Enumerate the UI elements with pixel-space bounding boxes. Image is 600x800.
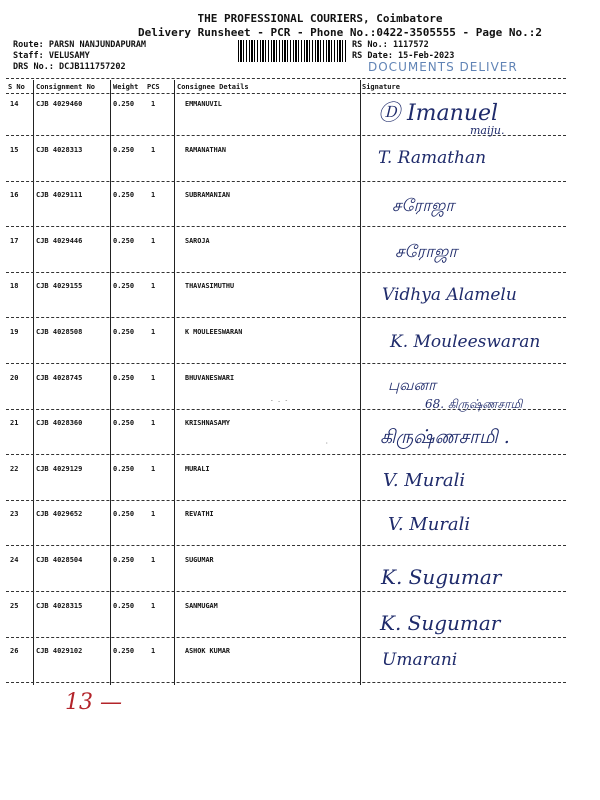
sno-cell: 19 [10,328,19,336]
consignee-cell: KRISHNASAMY [185,419,231,428]
weight-cell: 0.250 [113,328,135,336]
consignment-cell: CJB 4028315 [36,601,83,610]
sno-cell: 26 [10,647,19,656]
pcs-cell: 1 [151,556,156,564]
company-title: THE PROFESSIONAL COURIERS, Coimbatore [197,12,443,25]
pcs-cell: 1 [151,647,156,656]
consignee-cell: BHUVANESWARI [185,373,235,382]
signature-scribble: Umarani [382,650,458,670]
consignment-cell: CJB 4028745 [36,373,83,382]
pcs-cell: 1 [151,373,156,382]
row-divider [6,682,566,683]
consignee-cell: MURALI [185,464,210,473]
sno-cell: 15 [10,145,19,154]
signature-scribble: K. Mouleeswaran [390,332,541,352]
sno-cell: 24 [10,556,19,564]
pcs-cell: 1 [151,419,156,428]
sno-cell: 25 [10,601,19,610]
consignee-cell: ASHOK KUMAR [185,647,231,656]
grid-vline [174,80,175,685]
speck: · [325,440,329,447]
documents-delivered-stamp: DOCUMENTS DELIVER [368,60,518,74]
weight-cell: 0.250 [113,191,135,200]
row-divider [6,272,566,273]
consignee-cell: EMMANUVIL [185,100,222,108]
signature-scribble: V. Murali [388,514,471,535]
pcs-cell: 1 [151,145,156,154]
row-divider [6,363,566,364]
signature-scribble: சரோஜா [395,242,458,262]
consignee-cell: SUBRAMANIAN [185,191,231,200]
signature-scribble: K. Sugumar [381,565,502,589]
row-divider [6,226,566,227]
runsheet-subtitle: Delivery Runsheet - PCR - Phone No.:0422-3505555 - Page No.:2 [138,26,542,39]
signature-scribble: புவனா [388,376,436,394]
weight-cell: 0.250 [113,282,135,291]
weight-cell: 0.250 [113,100,135,108]
weight-cell: 0.250 [113,419,135,428]
weight-cell: 0.250 [113,145,135,154]
sno-cell: 23 [10,510,19,519]
signature-scribble: 68. கிருஷ்ணசாமி [425,397,523,411]
col-weight: Weight [113,83,139,91]
consignment-cell: CJB 4028504 [36,556,83,564]
signature-scribble: Ⓓ Imanuel [378,101,499,126]
consignment-cell: CJB 4029460 [36,100,83,108]
pcs-cell: 1 [151,510,156,519]
consignee-cell: RAMANATHAN [185,145,226,154]
route-label: Route: PARSN NANJUNDAPURAM [13,40,147,50]
signature-scribble: T. Ramathan [378,148,487,168]
consignee-cell: SAROJA [185,236,210,245]
pcs-cell: 1 [151,191,156,200]
consignee-cell: SANMUGAM [185,601,218,610]
grid-vline [360,80,361,685]
grid-vline [33,80,34,685]
signature-scribble: maiju. [470,124,505,137]
weight-cell: 0.250 [113,464,135,473]
staff-label: Staff: VELUSAMY [13,51,90,61]
col-signature: Signature [362,83,400,91]
row-divider [6,500,566,501]
speck: - . - [270,397,289,404]
pcs-cell: 1 [151,601,156,610]
sno-cell: 20 [10,373,19,382]
consignment-cell: CJB 4029102 [36,647,83,656]
signature-scribble: Vidhya Alamelu [382,285,517,305]
row-divider [6,591,566,592]
col-consignment: Consignment No [36,83,96,91]
rs-number: RS No.: 1117572 [352,40,429,50]
drs-number: DRS No.: DCJB111757202 [13,62,126,72]
consignment-cell: CJB 4028360 [36,419,83,428]
consignment-cell: CJB 4029652 [36,510,83,519]
col-sno: S No [8,83,25,91]
weight-cell: 0.250 [113,236,135,245]
sno-cell: 21 [10,419,19,428]
consignment-cell: CJB 4029129 [36,464,83,473]
pcs-cell: 1 [151,328,156,336]
pcs-cell: 1 [151,464,156,473]
pcs-cell: 1 [151,236,156,245]
signature-scribble: கிருஷ்ணசாமி . [380,426,510,448]
sno-cell: 17 [10,236,19,245]
pcs-cell: 1 [151,100,156,108]
sno-cell: 16 [10,191,19,200]
barcode-image [238,40,348,62]
row-divider [6,454,566,455]
consignee-cell: SUGUMAR [185,556,214,564]
col-pcs: PCS [147,83,160,91]
consignee-cell: THAVASIMUTHU [185,282,235,291]
consignment-cell: CJB 4029111 [36,191,83,200]
pcs-cell: 1 [151,282,156,291]
row-divider [6,545,566,546]
row-divider [6,181,566,182]
signature-scribble: K. Sugumar [380,611,501,635]
grid-vline [110,80,111,685]
weight-cell: 0.250 [113,601,135,610]
weight-cell: 0.250 [113,647,135,656]
consignee-cell: K MOULEESWARAN [185,328,243,336]
sno-cell: 22 [10,464,19,473]
col-consignee: Consignee Details [177,83,249,91]
handwritten-total: 13 — [65,690,122,715]
header-rule-bottom [6,93,566,94]
weight-cell: 0.250 [113,556,135,564]
weight-cell: 0.250 [113,510,135,519]
consignment-cell: CJB 4029446 [36,236,83,245]
row-divider [6,637,566,638]
signature-scribble: V. Murali [383,470,466,491]
signature-scribble: சரோஜா [392,196,455,216]
rs-date: RS Date: 15-Feb-2023 [352,51,455,61]
consignment-cell: CJB 4029155 [36,282,83,291]
sno-cell: 14 [10,100,19,108]
consignment-cell: CJB 4028508 [36,328,83,336]
weight-cell: 0.250 [113,373,135,382]
header-rule-top [6,78,566,79]
consignment-cell: CJB 4028313 [36,145,83,154]
row-divider [6,317,566,318]
sno-cell: 18 [10,282,19,291]
consignee-cell: REVATHI [185,510,214,519]
